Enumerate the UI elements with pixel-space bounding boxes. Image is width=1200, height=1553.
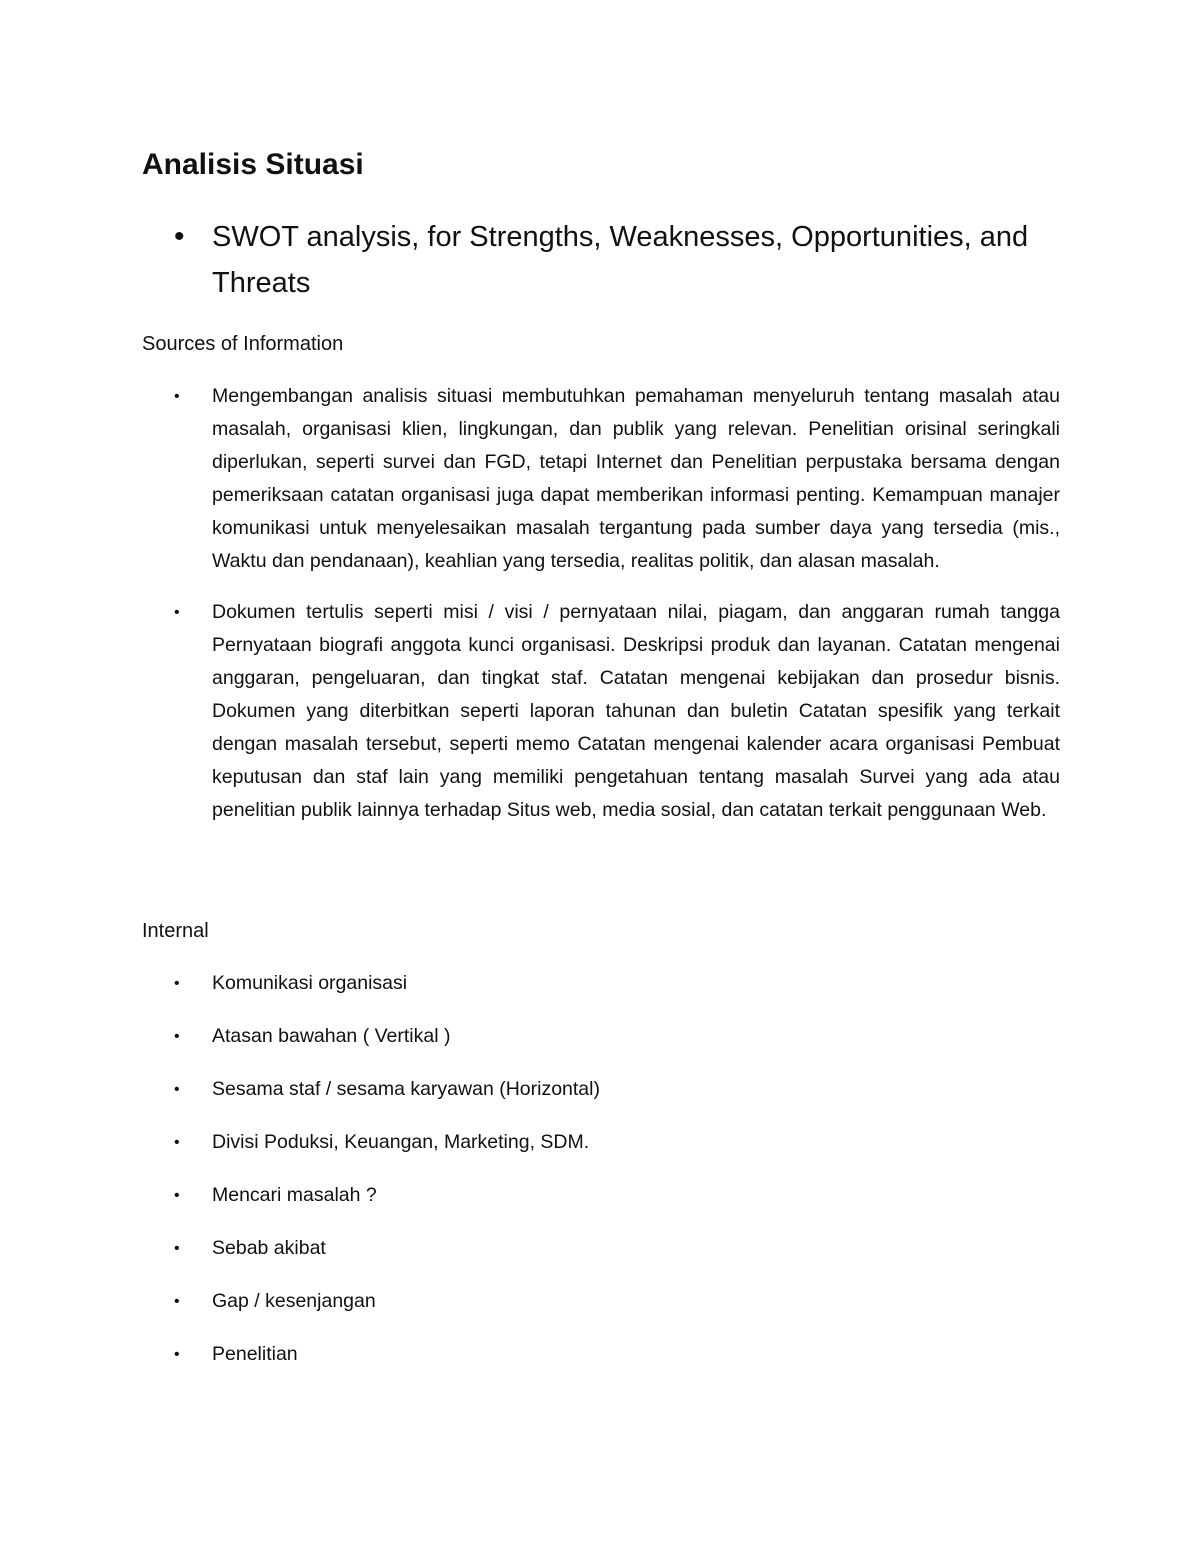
- list-item: [142, 1073, 1060, 1106]
- bullet-icon: •: [174, 975, 180, 992]
- list-item-text: Divisi Poduksi, Keuangan, Marketing, SDM.: [212, 1131, 590, 1153]
- bullet-icon: •: [174, 1134, 180, 1151]
- list-item: [142, 1020, 1060, 1053]
- bullet-icon: •: [174, 1028, 180, 1045]
- list-item-text: Penelitian: [212, 1343, 298, 1365]
- list-item-text: Sesama staf / sesama karyawan (Horizontal): [212, 1078, 600, 1100]
- list-item: [142, 596, 1060, 827]
- bullet-icon: •: [174, 1081, 180, 1098]
- sources-list: [142, 380, 1060, 845]
- list-item: [142, 1285, 1060, 1318]
- bullet-icon: •: [174, 1346, 180, 1363]
- list-item-text: Sebab akibat: [212, 1237, 326, 1259]
- list-item-text: Mengembangan analisis situasi membutuhkan pemahaman menyeluruh tentang masalah atau masalah, organisasi klien, lingkungan, dan publik yang relevan. Penelitian orisinal seringkali diperlukan, seperti survei dan FGD, tetapi Internet dan Penelitian perpustaka bersama dengan pemeriksaan catatan organisasi juga dapat memberikan informasi penting. Kemampuan manajer komunikasi untuk menyelesaikan masalah tergantung pada sumber daya yang tersedia (mis., Waktu dan pendanaan), keahlian yang tersedia, realitas politik, dan alasan masalah.: [212, 385, 1060, 572]
- sources-heading: Sources of Information: [142, 333, 344, 355]
- list-item-text: Gap / kesenjangan: [212, 1290, 376, 1312]
- bullet-icon: •: [174, 220, 185, 253]
- list-item: [142, 1126, 1060, 1159]
- list-item: [142, 1179, 1060, 1212]
- bullet-icon: •: [174, 1187, 180, 1204]
- internal-heading: Internal: [142, 920, 209, 942]
- swot-item-text: SWOT analysis, for Strengths, Weaknesses, Opportunities, and Threats: [212, 221, 1029, 299]
- swot-list-item: [142, 214, 1072, 306]
- bullet-icon: •: [174, 1240, 180, 1257]
- list-item-text: Dokumen tertulis seperti misi / visi / pernyataan nilai, piagam, dan anggaran rumah tangga Pernyataan biografi anggota kunci organisasi. Deskripsi produk dan layanan. Catatan mengenai anggaran, pengeluaran, dan tingkat staf. Catatan mengenai kebijakan dan prosedur bisnis. Dokumen yang diterbitkan seperti laporan tahunan dan buletin Catatan spesifik yang terkait dengan masalah tersebut, seperti memo Catatan mengenai kalender acara organisasi Pembuat keputusan dan staf lain yang memiliki pengetahuan tentang masalah Survei yang ada atau penelitian publik lainnya terhadap Situs web, media sosial, dan catatan terkait penggunaan Web.: [212, 601, 1060, 821]
- bullet-icon: •: [174, 1293, 180, 1310]
- list-item-text: Atasan bawahan ( Vertikal ): [212, 1025, 451, 1047]
- list-item: [142, 967, 1060, 1000]
- bullet-icon: •: [174, 604, 180, 621]
- list-item: [142, 1232, 1060, 1265]
- list-item-text: Mencari masalah ?: [212, 1184, 377, 1206]
- list-item: [142, 380, 1060, 578]
- bullet-icon: •: [174, 388, 180, 405]
- internal-list: [142, 967, 1060, 1391]
- page-title: Analisis Situasi: [142, 148, 364, 181]
- list-item: [142, 1338, 1060, 1371]
- list-item-text: Komunikasi organisasi: [212, 972, 408, 994]
